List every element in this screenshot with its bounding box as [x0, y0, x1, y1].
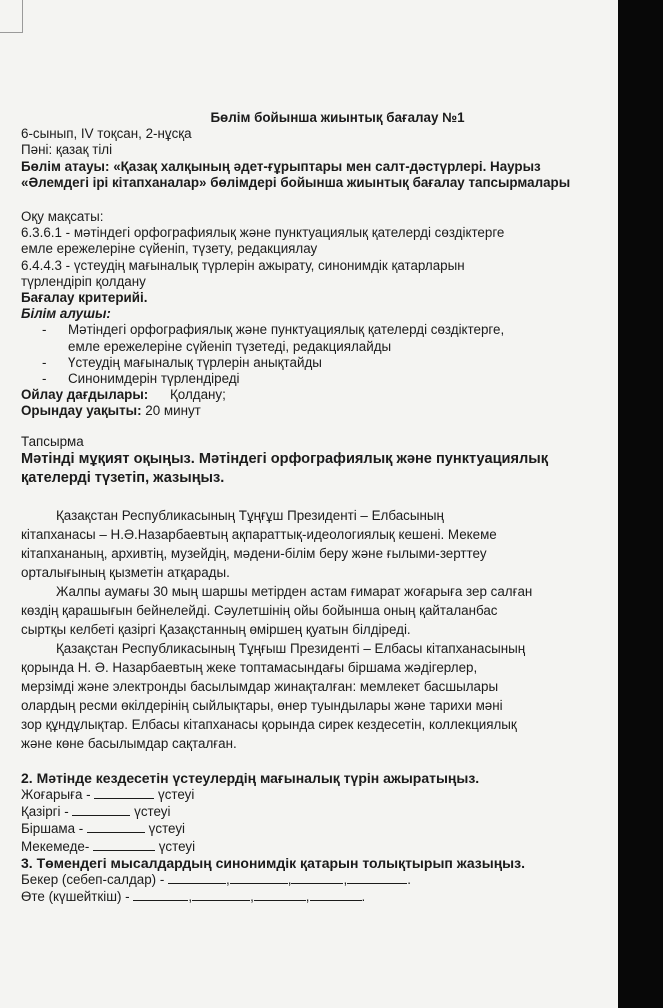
time-label: Орындау уақыты: [21, 403, 142, 419]
answer-blank[interactable] [347, 871, 407, 884]
objectives-heading: Оқу мақсаты: [21, 209, 104, 225]
q2-row: Біршама - үстеуі [21, 821, 186, 837]
answer-blank[interactable] [93, 838, 155, 851]
text-line: қорында Н. Ә. Назарбаевтың жеке топтамасындағы біршама жәдігерлер, [21, 659, 478, 675]
time-line [21, 403, 618, 419]
text-line: мерзімді және электронды басылымдар жинақталған: мемлекет басшылары [21, 678, 499, 694]
text-line: орталығының қызметін атқарады. [21, 564, 230, 580]
q2-row: Жоғарыға - үстеуі [21, 787, 195, 803]
answer-blank[interactable] [168, 871, 226, 884]
objective-line: 6.4.4.3 - үстеудің мағыналық түрлерін ажырату, синонимдік қатарларын [21, 257, 465, 273]
q3-heading: 3. Төмендегі мысалдардың синонимдік қатарын толықтырып жазыңыз. [21, 854, 525, 871]
learner-label: Білім алушы: [21, 306, 111, 322]
task-label: Тапсырма [21, 433, 84, 449]
q3-row: Бекер (себеп-салдар) - , , , . [21, 872, 411, 888]
text-line: Қазақстан Республикасының Тұңғыш Президенті – Елбасы кітапханасының [56, 640, 526, 656]
text-line: зор құндұлықтар. Елбасы кітапханасы қорында сирек кездесетін, коллекциялық [21, 716, 517, 732]
answer-blank[interactable] [94, 786, 154, 799]
thinking-value: Қолдану; [170, 387, 226, 403]
objective-line: 6.3.6.1 - мәтіндегі орфографиялық және пунктуациялық қателерді сөздіктерге [21, 225, 505, 241]
answer-blank[interactable] [254, 888, 306, 901]
list-item: - Үстеудің мағыналық түрлерін анықтайды [42, 354, 322, 370]
objective-line: түрлендіріп қолдану [21, 273, 146, 289]
q2-row: Мекемеде- үстеуі [21, 838, 196, 854]
list-item: емле ережелеріне сүйеніп түзетеді, редакциялайды [68, 338, 392, 354]
answer-blank[interactable] [230, 871, 288, 884]
thinking-skills-line [21, 387, 618, 403]
text-line: сыртқы келбеті қазіргі Қазақстанның өміршең қуатын білдіреді. [21, 621, 411, 637]
section-line-2: «Әлемдегі ірі кітапханалар» бөлімдері бойынша жиынтық бағалау тапсырмалары [21, 174, 571, 190]
text-line: олардың ресми өкілдерінің сыйлықтары, өнер туындылары және тарихи мәні [21, 697, 503, 713]
list-item: - Мәтіндегі орфографиялық және пунктуациялық қателерді сөздіктерге, [42, 322, 505, 338]
section-line-1 [21, 159, 618, 175]
answer-blank[interactable] [72, 803, 130, 816]
criteria-list [21, 322, 618, 387]
corner-crop-mark [0, 0, 23, 33]
task-instruction: Мәтінді мұқият оқыңыз. Мәтіндегі орфографиялық және пунктуациялық [21, 450, 549, 467]
answer-blank[interactable] [192, 888, 250, 901]
criteria-heading: Бағалау критерийі. [21, 290, 148, 306]
answer-blank[interactable] [133, 888, 188, 901]
text-line: көздің қарашығын бейнелейді. Сәулетшінің ойы бойынша оның қайталанбас [21, 602, 498, 618]
answer-blank[interactable] [291, 871, 343, 884]
list-item: - Синонимдерін түрлендіреді [42, 371, 240, 387]
document-page [21, 110, 618, 1000]
text-line: және көне басылымдар сақталған. [21, 735, 237, 751]
thinking-label: Ойлау дағдылары: [21, 387, 149, 403]
task-instruction: қателерді түзетіп, жазыңыз. [21, 469, 225, 486]
text-line: Жалпы аумағы 30 мың шаршы метірден астам ғимарат жоғарыға зер салған [56, 583, 533, 599]
text-line: кітапханасы – Н.Ә.Назарбаевтың ақпараттық-идеологиялық кешені. Мекеме [21, 526, 497, 542]
subject-line: Пәні: қазақ тілі [21, 142, 113, 158]
answer-blank[interactable] [87, 820, 145, 833]
answer-blank[interactable] [310, 888, 362, 901]
text-line: Қазақстан Республикасының Тұңғұш Президенті – Елбасының [56, 507, 444, 523]
q2-heading: 2. Мәтінде кездесетін үстеулердің мағыналық түрін ажыратыңыз. [21, 769, 480, 786]
grade-line: 6-сынып, IV тоқсан, 2-нұсқа [21, 126, 192, 142]
section-text-1: «Қазақ халқының әдет-ғұрыптары мен салт-дәстүрлері. Наурыз [113, 158, 541, 174]
time-value: 20 минут [141, 403, 201, 419]
text-line: кітапхананың, архивтің, музейдің, мәдени-білім беру және ғылыми-зерттеу [21, 545, 487, 561]
page-title: Бөлім бойынша жиынтық бағалау №1 [210, 110, 465, 125]
q3-row: Өте (күшейткіш) - , , , . [21, 889, 366, 905]
section-label: Бөлім атауы: [21, 158, 110, 174]
dark-edge-shadow [618, 0, 663, 1008]
q2-row: Қазіргі - үстеуі [21, 804, 171, 820]
objective-line: емле ережелеріне сүйеніп, түзету, редакциялау [21, 241, 318, 257]
